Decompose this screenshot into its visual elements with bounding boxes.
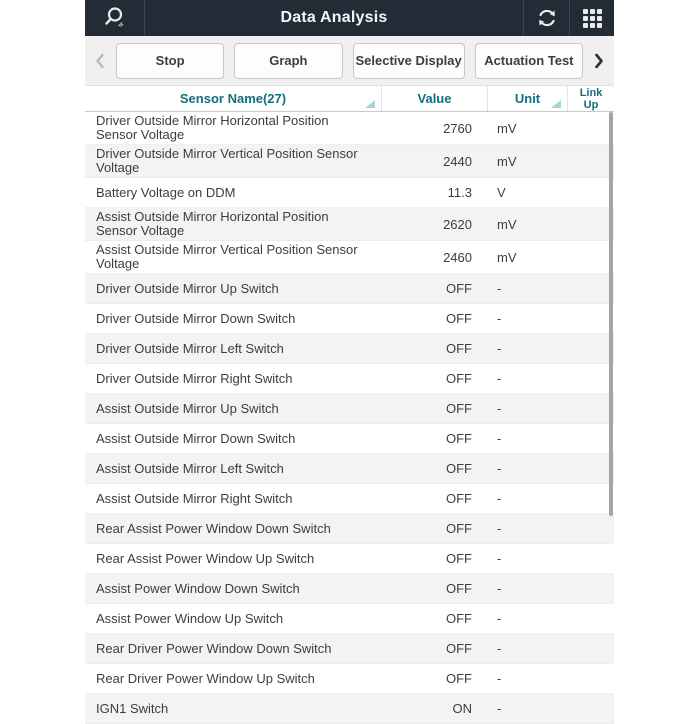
- graph-button[interactable]: Graph: [234, 43, 342, 79]
- sensor-unit-cell: -: [497, 491, 502, 506]
- sort-indicator-icon: [551, 100, 561, 108]
- sensor-value-cell: 2460: [443, 249, 472, 265]
- grid-icon: [583, 9, 602, 28]
- action-toolbar: [85, 36, 614, 86]
- sensor-unit-cell: -: [497, 701, 502, 716]
- sensor-value-cell: OFF: [446, 431, 472, 446]
- page-title: Data Analysis: [280, 9, 388, 26]
- sensor-name-cell: Assist Outside Mirror Horizontal Position Sensor Voltage: [96, 209, 329, 238]
- sensor-name-cell: Driver Outside Mirror Right Switch: [96, 370, 293, 386]
- column-header-value: [381, 86, 487, 111]
- sensor-unit-cell: -: [497, 671, 502, 686]
- selective-display-button[interactable]: Selective Display: [353, 43, 465, 79]
- sensor-name-cell: Driver Outside Mirror Horizontal Position Sensor Voltage: [96, 113, 329, 142]
- sensor-value-cell: ON: [452, 701, 472, 716]
- sensor-name-cell: Rear Assist Power Window Down Switch: [96, 520, 331, 536]
- sensor-name-cell: Assist Power Window Down Switch: [96, 580, 300, 596]
- table-row[interactable]: [85, 145, 614, 178]
- sensor-unit-cell: -: [497, 341, 502, 356]
- sensor-linkup-cell: [567, 574, 614, 603]
- sensor-value-cell: OFF: [446, 641, 472, 656]
- sensor-value-cell: OFF: [446, 281, 472, 296]
- table-row[interactable]: [85, 604, 614, 634]
- sensor-unit-cell: -: [497, 311, 502, 326]
- table-row[interactable]: [85, 514, 614, 544]
- table-rows: [85, 112, 614, 724]
- table-row[interactable]: [85, 112, 614, 145]
- table-row[interactable]: [85, 178, 614, 208]
- sensor-unit-cell: -: [497, 431, 502, 446]
- vertical-scrollbar[interactable]: [609, 112, 613, 516]
- chevron-right-icon[interactable]: [588, 52, 610, 70]
- sensor-value-cell: OFF: [446, 671, 472, 686]
- table-row[interactable]: [85, 334, 614, 364]
- sensor-linkup-cell: [567, 484, 614, 513]
- sensor-linkup-cell: [567, 178, 614, 207]
- table-row[interactable]: [85, 484, 614, 514]
- table-row[interactable]: [85, 274, 614, 304]
- sensor-name-cell: Assist Outside Mirror Down Switch: [96, 430, 296, 446]
- sensor-linkup-cell: [567, 334, 614, 363]
- sensor-linkup-cell: [567, 454, 614, 483]
- sensor-name-cell: Assist Outside Mirror Left Switch: [96, 460, 284, 476]
- column-header-label: Unit: [514, 91, 541, 106]
- sensor-unit-cell: -: [497, 611, 502, 626]
- sensor-unit-cell: mV: [497, 249, 517, 265]
- chevron-left-icon[interactable]: [89, 52, 111, 70]
- sensor-linkup-cell: [567, 604, 614, 633]
- stop-button[interactable]: Stop: [116, 43, 224, 79]
- sensor-unit-cell: -: [497, 581, 502, 596]
- sensor-linkup-cell: [567, 304, 614, 333]
- column-header-label: Sensor Name(27): [179, 91, 287, 106]
- sensor-name-cell: Driver Outside Mirror Left Switch: [96, 340, 284, 356]
- sensor-linkup-cell: [567, 514, 614, 543]
- sensor-value-cell: OFF: [446, 311, 472, 326]
- sensor-name-cell: Assist Power Window Up Switch: [96, 610, 284, 626]
- sensor-linkup-cell: [567, 694, 614, 723]
- table-row[interactable]: [85, 574, 614, 604]
- sensor-name-cell: IGN1 Switch: [96, 700, 169, 716]
- sensor-name-cell: Rear Driver Power Window Down Switch: [96, 640, 332, 656]
- sensor-name-cell: Rear Assist Power Window Up Switch: [96, 550, 315, 566]
- sensor-unit-cell: -: [497, 521, 502, 536]
- table-row[interactable]: [85, 664, 614, 694]
- sensor-value-cell: OFF: [446, 581, 472, 596]
- sensor-unit-cell: mV: [497, 120, 517, 136]
- sensor-value-cell: OFF: [446, 521, 472, 536]
- column-header-unit[interactable]: [487, 86, 567, 111]
- table-row[interactable]: [85, 364, 614, 394]
- sensor-name-cell: Assist Outside Mirror Right Switch: [96, 490, 293, 506]
- table-row[interactable]: [85, 208, 614, 241]
- sensor-linkup-cell: [567, 634, 614, 663]
- actuation-test-button[interactable]: Actuation Test: [475, 43, 583, 79]
- sensor-linkup-cell: [567, 544, 614, 573]
- sensor-name-cell: Driver Outside Mirror Vertical Position Sensor Voltage: [96, 146, 358, 175]
- top-bar: [85, 0, 614, 36]
- sensor-value-cell: 11.3: [447, 185, 472, 200]
- sensor-unit-cell: mV: [497, 153, 517, 169]
- table-header: [85, 86, 614, 112]
- sensor-value-cell: 2440: [443, 153, 472, 169]
- sensor-name-cell: Driver Outside Mirror Up Switch: [96, 280, 279, 296]
- sensor-unit-cell: -: [497, 371, 502, 386]
- sensor-unit-cell: -: [497, 641, 502, 656]
- sensor-name-cell: Driver Outside Mirror Down Switch: [96, 310, 296, 326]
- sensor-linkup-cell: [567, 394, 614, 423]
- table-row[interactable]: [85, 424, 614, 454]
- table-row[interactable]: [85, 394, 614, 424]
- table-row[interactable]: [85, 454, 614, 484]
- table-row[interactable]: [85, 304, 614, 334]
- column-header-sensor-name[interactable]: [85, 86, 381, 111]
- sensor-value-cell: 2620: [443, 216, 472, 232]
- sensor-unit-cell: -: [497, 401, 502, 416]
- column-header-label: Link Up: [579, 86, 603, 111]
- sensor-value-cell: OFF: [446, 551, 472, 566]
- sensor-unit-cell: V: [497, 185, 506, 200]
- table-row[interactable]: [85, 544, 614, 574]
- sensor-name-cell: Assist Outside Mirror Up Switch: [96, 400, 279, 416]
- sensor-value-cell: OFF: [446, 491, 472, 506]
- search-button[interactable]: [85, 0, 144, 36]
- refresh-button[interactable]: [524, 0, 569, 36]
- sensor-linkup-cell: [567, 424, 614, 453]
- sensor-linkup-cell: [567, 364, 614, 393]
- sensor-value-cell: OFF: [446, 371, 472, 386]
- sensor-unit-cell: -: [497, 551, 502, 566]
- sensor-unit-cell: mV: [497, 216, 517, 232]
- sensor-value-cell: OFF: [446, 611, 472, 626]
- sort-indicator-icon: [365, 100, 375, 108]
- sensor-linkup-cell: [567, 208, 614, 240]
- sensor-value-cell: OFF: [446, 461, 472, 476]
- sensor-name-cell: Battery Voltage on DDM: [96, 184, 236, 200]
- table-row[interactable]: [85, 694, 614, 724]
- sensor-linkup-cell: [567, 664, 614, 693]
- sensor-linkup-cell: [567, 145, 614, 177]
- sensor-linkup-cell: [567, 241, 614, 273]
- sensor-linkup-cell: [567, 274, 614, 303]
- sensor-unit-cell: -: [497, 461, 502, 476]
- search-icon: [102, 5, 128, 31]
- data-analysis-window: [85, 0, 614, 716]
- sensor-value-cell: OFF: [446, 401, 472, 416]
- menu-grid-button[interactable]: [570, 0, 614, 36]
- refresh-icon: [535, 6, 559, 30]
- table-row[interactable]: [85, 241, 614, 274]
- sensor-name-cell: Assist Outside Mirror Vertical Position Sensor Voltage: [96, 242, 358, 271]
- sensor-value-cell: 2760: [443, 120, 472, 136]
- sensor-table-body: [85, 112, 614, 716]
- sensor-name-cell: Rear Driver Power Window Up Switch: [96, 670, 315, 686]
- sensor-linkup-cell: [567, 112, 614, 144]
- sensor-value-cell: OFF: [446, 341, 472, 356]
- table-row[interactable]: [85, 634, 614, 664]
- sensor-unit-cell: -: [497, 281, 502, 296]
- column-header-label: Value: [417, 91, 452, 106]
- column-header-link-up: [567, 86, 614, 111]
